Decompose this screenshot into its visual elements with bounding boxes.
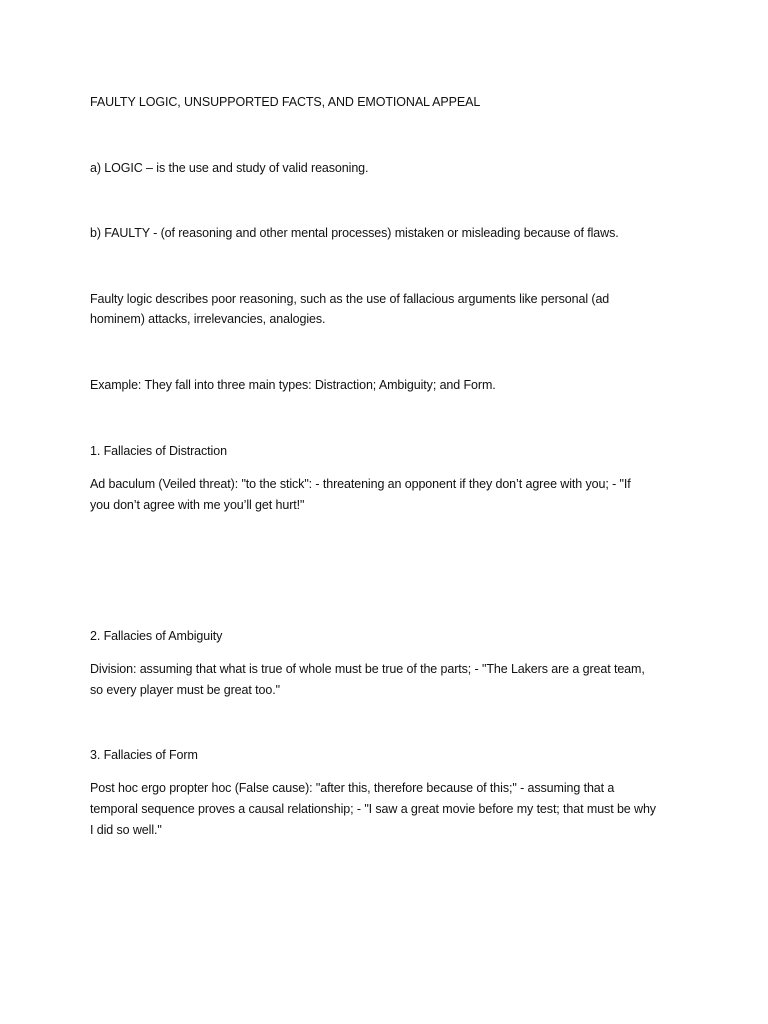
intro-line-1: Faulty logic describes poor reasoning, such as the use of fallacious arguments like personal (ad <box>90 292 610 306</box>
section-distraction-line-1: Ad baculum (Veiled threat): "to the stick": - threatening an opponent if they don’t agree with you; - "If <box>90 477 631 491</box>
section-ambiguity-line-2: so every player must be great too." <box>90 683 280 697</box>
section-heading-distraction: 1. Fallacies of Distraction <box>90 444 227 458</box>
definition-faulty: b) FAULTY - (of reasoning and other mental processes) mistaken or misleading because of flaws. <box>90 226 619 240</box>
section-form-line-2: temporal sequence proves a causal relationship; - "I saw a great movie before my test; that must be why <box>90 802 656 816</box>
document-title: FAULTY LOGIC, UNSUPPORTED FACTS, AND EMOTIONAL APPEAL <box>90 95 481 109</box>
intro-line-2: hominem) attacks, irrelevancies, analogies. <box>90 312 326 326</box>
section-ambiguity-line-1: Division: assuming that what is true of whole must be true of the parts; - "The Lakers are a great team, <box>90 662 645 676</box>
definition-logic: a) LOGIC – is the use and study of valid reasoning. <box>90 161 369 175</box>
section-distraction-line-2: you don’t agree with me you’ll get hurt!" <box>90 498 305 512</box>
section-heading-form: 3. Fallacies of Form <box>90 748 198 762</box>
section-form-line-3: I did so well." <box>90 823 162 837</box>
example-line: Example: They fall into three main types: Distraction; Ambiguity; and Form. <box>90 378 496 392</box>
section-heading-ambiguity: 2. Fallacies of Ambiguity <box>90 629 223 643</box>
section-form-line-1: Post hoc ergo propter hoc (False cause): "after this, therefore because of this;" - assuming that a <box>90 781 615 795</box>
